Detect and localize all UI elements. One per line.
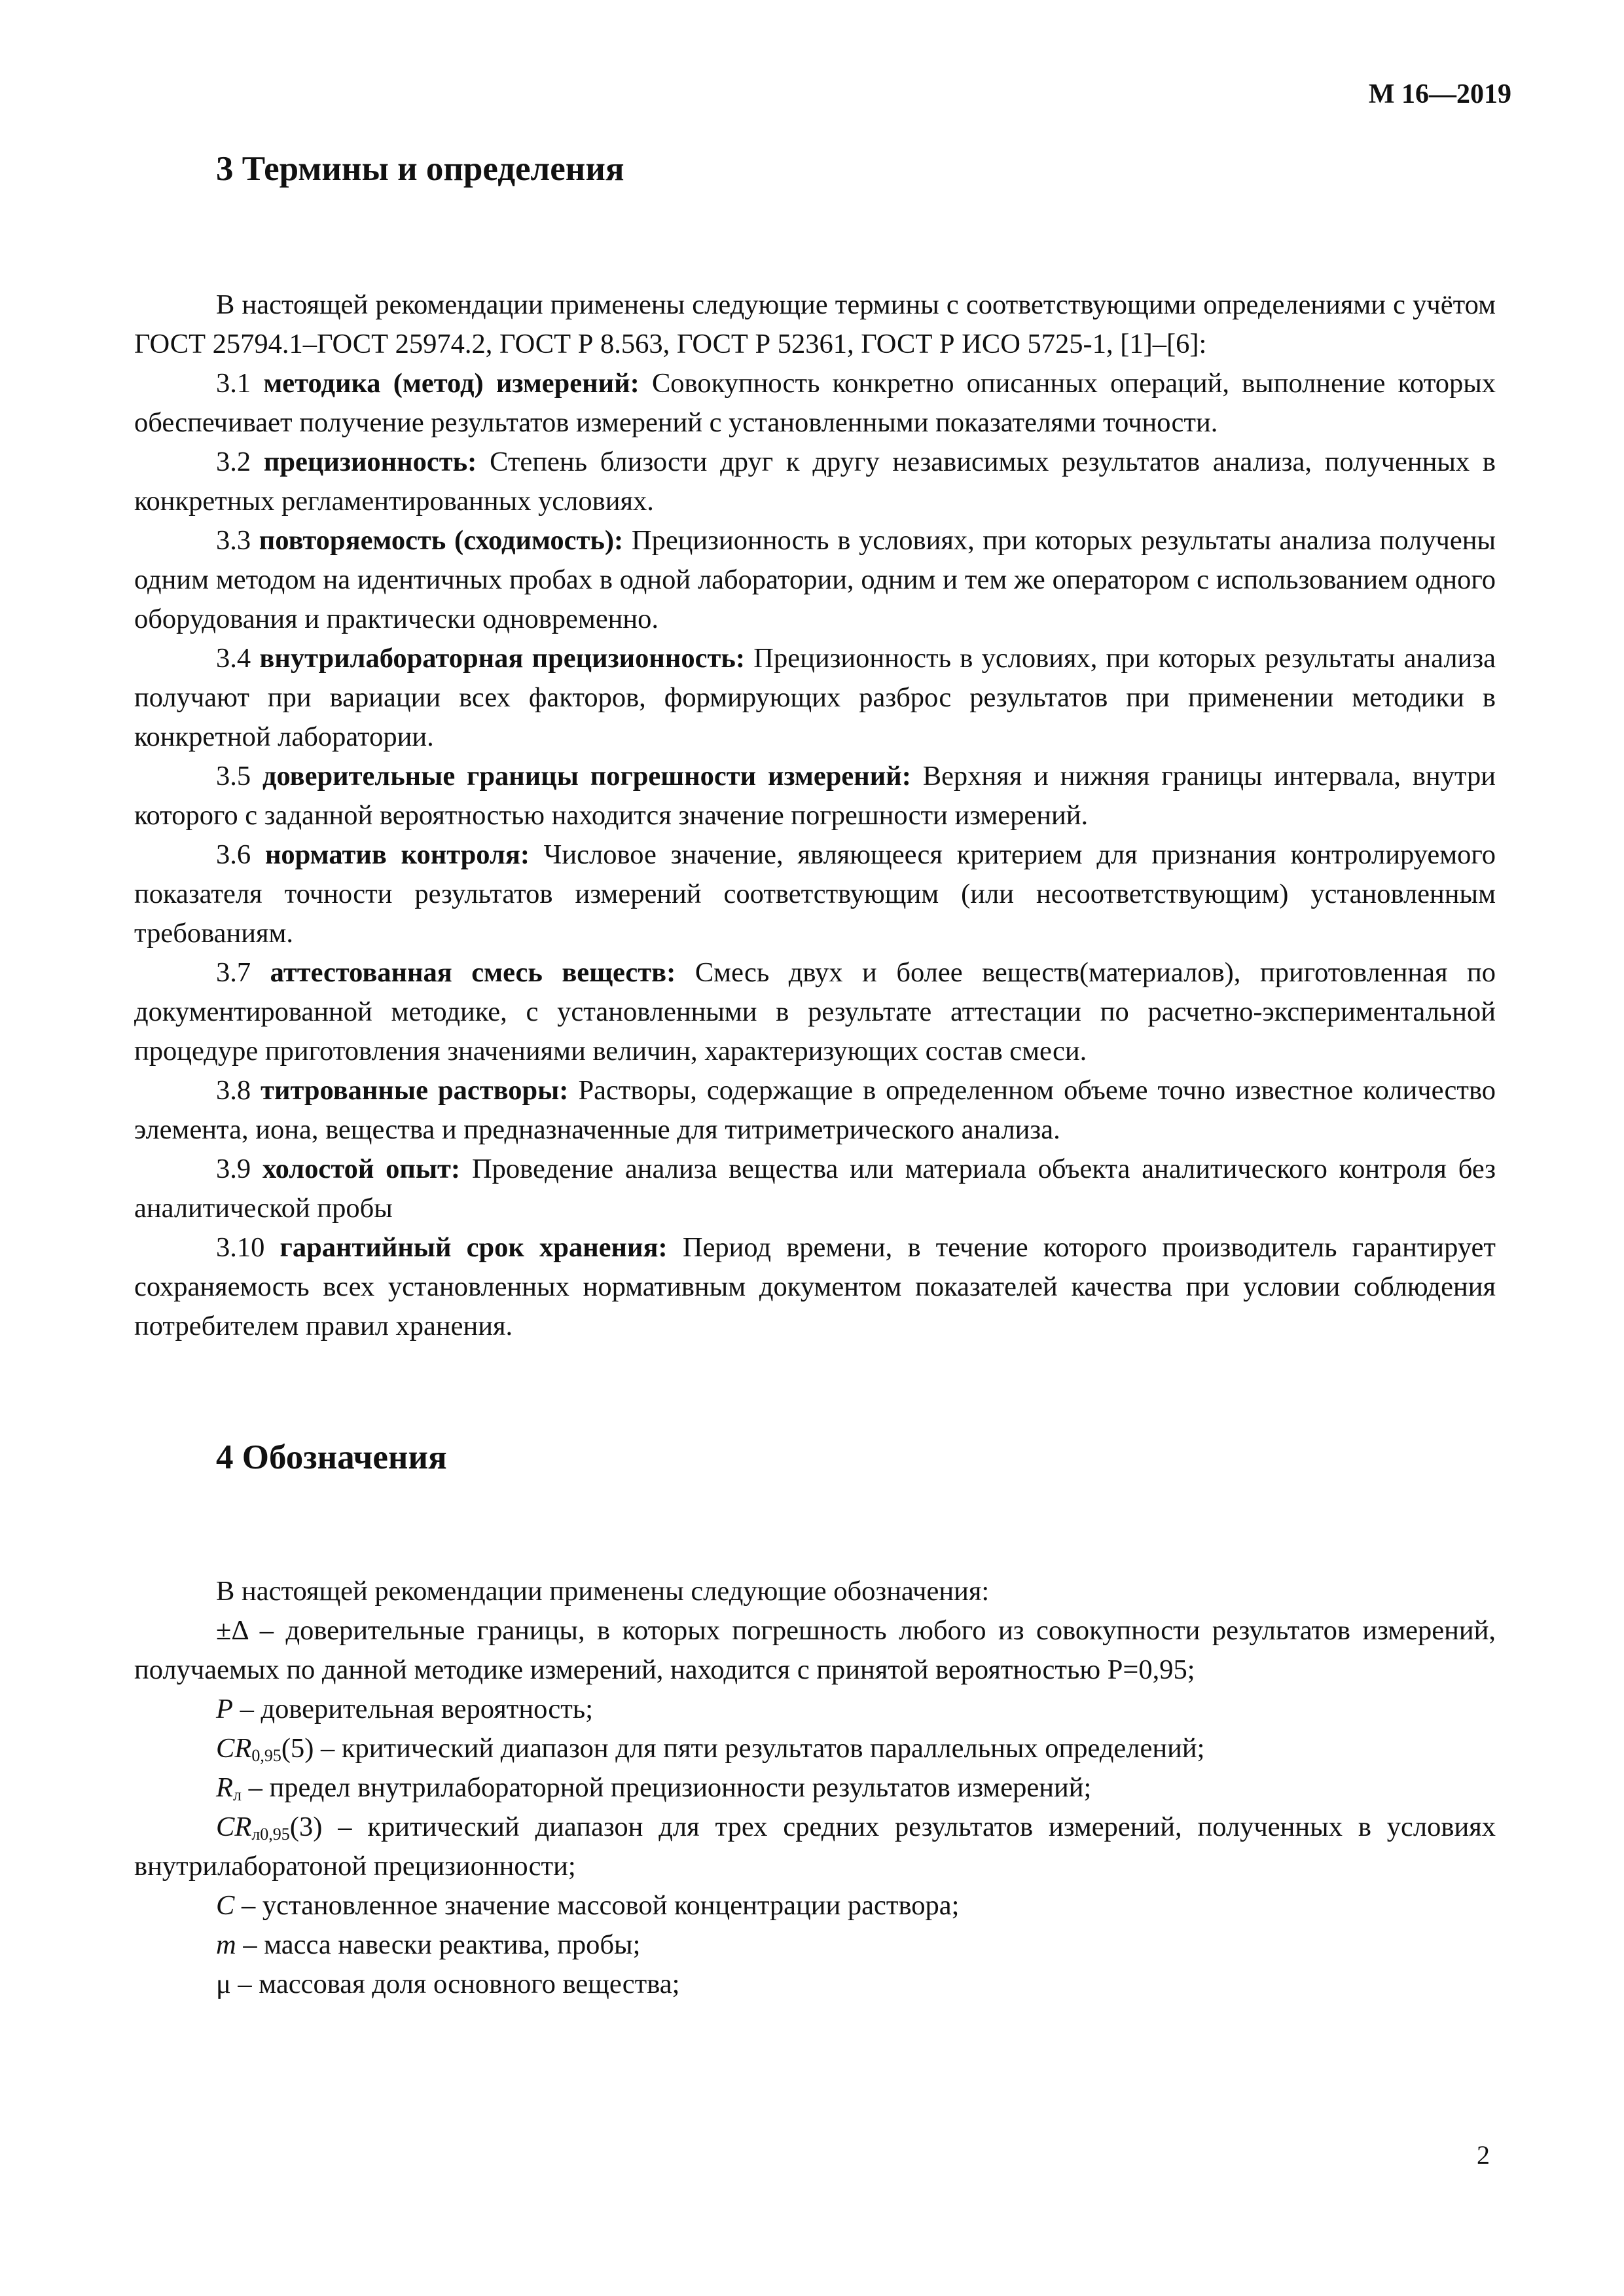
term-definition: Верхняя и нижняя границы интервала, внутри которого с заданной вероятностью находится значение погрешности измерений. — [134, 761, 1496, 831]
symbol: C — [216, 1890, 235, 1921]
term-number: 3.7 — [216, 957, 251, 988]
term-entry — [134, 835, 1496, 953]
term-definition: Проведение анализа вещества или материала объекта аналитического контроля без аналитической пробы — [134, 1154, 1496, 1224]
term-name: методика (метод) измерений: — [263, 368, 640, 399]
term-entry — [134, 1150, 1496, 1228]
symbol: R — [216, 1772, 233, 1803]
symbol-entry — [134, 1611, 1496, 1690]
symbol-definition: – предел внутрилабораторной прецизионности результатов измерений; — [241, 1772, 1092, 1803]
symbol: CR — [216, 1812, 252, 1842]
term-number: 3.5 — [216, 761, 251, 792]
page-number: 2 — [1477, 2140, 1490, 2170]
term-entry — [134, 953, 1496, 1071]
term-name: аттестованная смесь веществ: — [270, 957, 676, 988]
term-number: 3.1 — [216, 368, 251, 399]
symbol-subscript: 0,95 — [251, 1746, 281, 1765]
symbol: ±Δ — [216, 1615, 248, 1646]
term-entry — [134, 443, 1496, 521]
symbol-definition: – доверительные границы, в которых погрешность любого из совокупности результатов измерений, получаемых по данной методике измерений, находится с принятой вероятностью P=0,95; — [134, 1615, 1496, 1685]
symbol-definition: – установленное значение массовой концентрации раствора; — [234, 1890, 960, 1921]
symbol-definition: – критический диапазон для трех средних результатов измерений, полученных в условиях внутрилаборатоной прецизионности; — [134, 1812, 1496, 1882]
symbol: CR — [216, 1733, 252, 1764]
term-name: норматив контроля: — [264, 839, 530, 870]
symbol-definition: – доверительная вероятность; — [232, 1694, 593, 1724]
symbol-entry — [134, 1925, 1496, 1965]
symbols-list — [134, 1611, 1496, 2004]
term-number: 3.10 — [216, 1232, 265, 1263]
term-number: 3.8 — [216, 1075, 251, 1106]
symbol-argument: (5) — [281, 1733, 314, 1764]
term-number: 3.3 — [216, 525, 251, 556]
document-code: М 16—2019 — [1368, 79, 1511, 109]
term-name: холостой опыт: — [262, 1154, 461, 1184]
symbol-entry — [134, 1965, 1496, 2004]
term-entry — [134, 757, 1496, 835]
term-entry — [134, 1071, 1496, 1150]
symbol-subscript: л0,95 — [251, 1825, 290, 1844]
term-name: титрованные растворы: — [261, 1075, 569, 1106]
term-name: повторяемость (сходимость): — [259, 525, 624, 556]
symbol: P — [216, 1694, 233, 1724]
term-name: гарантийный срок хранения: — [280, 1232, 668, 1263]
symbol-argument: (3) — [289, 1812, 323, 1842]
page-content — [134, 149, 1496, 2004]
term-number: 3.6 — [216, 839, 251, 870]
symbol-definition: – критический диапазон для пяти результатов параллельных определений; — [314, 1733, 1205, 1764]
terms-list — [134, 364, 1496, 1346]
symbol-definition: – масса навески реактива, пробы; — [236, 1929, 641, 1960]
term-definition: Период времени, в течение которого производитель гарантирует сохраняемость всех установленных нормативным документом показателей качества при условии соблюдения потребителем правил хранения. — [134, 1232, 1496, 1341]
term-number: 3.2 — [216, 446, 251, 477]
section-3-title: 3 Термины и определения — [216, 150, 624, 188]
term-definition: Смесь двух и более веществ(материалов), приготовленная по документированной методике, с установленными в результате аттестации по расчетно-экспериментальной процедуре приготовления значениями величин, характеризующих состав смеси. — [134, 957, 1496, 1066]
term-name: доверительные границы погрешности измерений: — [262, 761, 911, 792]
term-name: внутрилабораторная прецизионность: — [259, 643, 746, 674]
symbol-entry — [134, 1690, 1496, 1729]
symbol: m — [216, 1929, 236, 1960]
term-definition: Степень близости друг к другу независимых результатов анализа, полученных в конкретных регламентированных условиях. — [134, 446, 1496, 517]
term-entry — [134, 639, 1496, 757]
symbol: μ — [216, 1969, 231, 1999]
term-number: 3.4 — [216, 643, 251, 674]
symbol-entry — [134, 1768, 1496, 1808]
term-definition: Растворы, содержащие в определенном объеме точно известное количество элемента, иона, вещества и предназначенные для титриметрического анализа. — [134, 1075, 1496, 1145]
symbol-subscript: л — [232, 1785, 242, 1804]
symbol-entry — [134, 1808, 1496, 1886]
term-number: 3.9 — [216, 1154, 251, 1184]
section-3-intro: В настоящей рекомендации применены следующие термины с соответствующими определениями с учётом ГОСТ 25794.1–ГОСТ 25974.2, ГОСТ Р 8.563, ГОСТ Р 52361, ГОСТ Р ИСО 5725-1, [1]–[6]: — [134, 289, 1496, 359]
symbol-definition: – массовая доля основного вещества; — [230, 1969, 680, 1999]
term-definition: Совокупность конкретно описанных операций, выполнение которых обеспечивает получение результатов измерений с установленными показателями точности. — [134, 368, 1496, 438]
term-definition: Прецизионность в условиях, при которых результаты анализа получают при вариации всех факторов, формирующих разброс результатов при применении методики в конкретной лаборатории. — [134, 643, 1496, 752]
symbol-entry — [134, 1886, 1496, 1925]
section-4-title: 4 Обозначения — [216, 1438, 447, 1476]
term-entry — [134, 364, 1496, 443]
section-4-intro: В настоящей рекомендации применены следующие обозначения: — [216, 1576, 990, 1607]
term-entry — [134, 1228, 1496, 1346]
term-definition: Прецизионность в условиях, при которых результаты анализа получены одним методом на идентичных пробах в одной лаборатории, одним и тем же оператором с использованием одного оборудования и практически одновременно. — [134, 525, 1496, 634]
term-name: прецизионность: — [263, 446, 477, 477]
term-definition: Числовое значение, являющееся критерием для признания контролируемого показателя точности результатов измерений соответствующим (или несоответствующим) установленным требованиям. — [134, 839, 1496, 949]
term-entry — [134, 521, 1496, 639]
symbol-entry — [134, 1729, 1496, 1768]
